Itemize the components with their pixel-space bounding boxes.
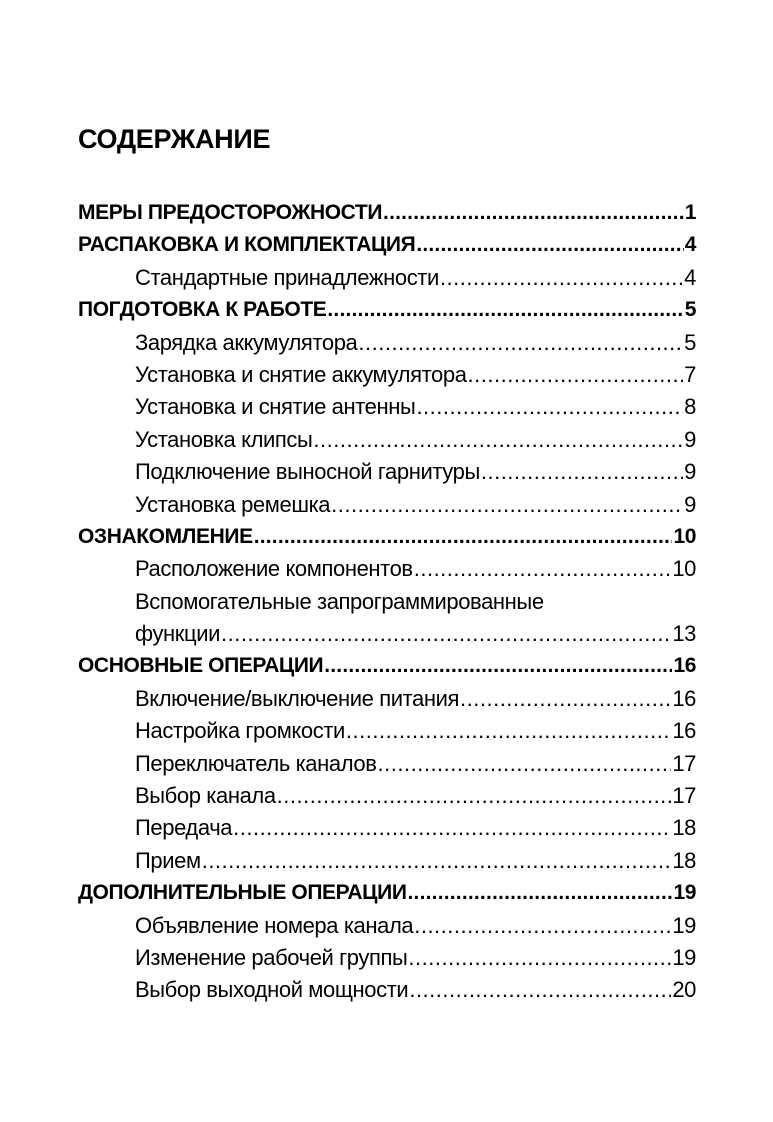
toc-subsection[interactable] bbox=[78, 586, 696, 618]
toc-subsection[interactable] bbox=[78, 391, 696, 423]
toc-subsection[interactable] bbox=[78, 748, 696, 780]
toc-entry-title: РАСПАКОВКА И КОМПЛЕКТАЦИЯ bbox=[78, 233, 416, 257]
toc-subsection[interactable] bbox=[78, 780, 696, 812]
dot-leader bbox=[414, 553, 672, 585]
toc-section[interactable] bbox=[78, 294, 696, 326]
toc-page-number: 4 bbox=[684, 264, 696, 290]
toc-subsection[interactable] bbox=[78, 715, 696, 747]
toc-section[interactable] bbox=[78, 650, 696, 682]
toc-subsection[interactable] bbox=[78, 262, 696, 294]
toc-entry-title: Объявление номера канала bbox=[135, 912, 414, 938]
toc-entry-title: ПОГДОТОВКА К РАБОТЕ bbox=[78, 298, 327, 322]
toc-page-number: 18 bbox=[672, 847, 696, 873]
toc-subsection[interactable] bbox=[78, 489, 696, 521]
toc-entry-title: Установка ремешка bbox=[135, 491, 331, 517]
toc-page-number: 5 bbox=[684, 298, 696, 322]
toc-page-number: 9 bbox=[684, 459, 696, 485]
dot-leader bbox=[254, 521, 673, 553]
toc-subsection[interactable] bbox=[78, 910, 696, 942]
toc-page-number: 16 bbox=[672, 685, 696, 711]
dot-leader bbox=[481, 456, 683, 488]
page-title: СОДЕРЖАНИЕ bbox=[78, 124, 271, 154]
toc-section[interactable] bbox=[78, 521, 696, 553]
toc-entry-title: функции bbox=[135, 621, 221, 647]
toc-subsection[interactable] bbox=[78, 327, 696, 359]
toc-subsection[interactable] bbox=[78, 456, 696, 488]
toc-entry-title: Установка клипсы bbox=[135, 426, 313, 452]
toc-entry-title: Вспомогательные запрограммированные bbox=[135, 588, 544, 614]
toc-page-number: 19 bbox=[673, 881, 696, 905]
toc-entry-title: ОЗНАКОМЛЕНИЕ bbox=[78, 524, 253, 548]
dot-leader bbox=[378, 748, 672, 780]
toc-subsection[interactable] bbox=[78, 974, 696, 1006]
dot-leader bbox=[233, 812, 671, 844]
dot-leader bbox=[358, 327, 683, 359]
dot-leader bbox=[416, 391, 683, 423]
toc-subsection[interactable] bbox=[78, 424, 696, 456]
toc-subsection[interactable] bbox=[78, 845, 696, 877]
dot-leader bbox=[409, 974, 671, 1006]
toc-subsection[interactable] bbox=[78, 359, 696, 391]
toc-subsection[interactable] bbox=[78, 618, 696, 650]
toc-entry-title: Подключение выносной гарнитуры bbox=[135, 459, 480, 485]
toc-entry-title: Выбор канала bbox=[135, 783, 276, 809]
toc-subsection[interactable] bbox=[78, 553, 696, 585]
toc-page-number: 16 bbox=[673, 654, 696, 678]
dot-leader bbox=[202, 845, 672, 877]
toc-entry-title: Настройка громкости bbox=[135, 718, 345, 744]
toc-subsection[interactable] bbox=[78, 942, 696, 974]
toc-entry-title: Включение/выключение питания bbox=[135, 685, 460, 711]
dot-leader bbox=[416, 229, 683, 261]
toc-page-number: 13 bbox=[672, 621, 696, 647]
toc-page-number: 10 bbox=[672, 556, 696, 582]
toc-page-number: 1 bbox=[684, 201, 696, 224]
toc-page-number: 9 bbox=[684, 491, 696, 517]
dot-leader bbox=[414, 910, 671, 942]
dot-leader bbox=[327, 294, 683, 326]
toc-entry-title: ОСНОВНЫЕ ОПЕРАЦИИ bbox=[78, 654, 324, 678]
dot-leader bbox=[346, 715, 671, 747]
toc-entry-title: Установка и снятие антенны bbox=[135, 394, 416, 420]
toc-page-number: 5 bbox=[684, 329, 696, 355]
toc-page-number: 4 bbox=[684, 233, 696, 257]
toc-page-number: 18 bbox=[672, 815, 696, 841]
toc-page-number: 16 bbox=[672, 718, 696, 744]
toc-page-number: 19 bbox=[672, 944, 696, 970]
dot-leader bbox=[324, 650, 672, 682]
toc-entry-title: Выбор выходной мощности bbox=[135, 977, 409, 1003]
dot-leader bbox=[221, 618, 671, 650]
toc-entry-title: Передача bbox=[135, 815, 233, 841]
table-of-contents bbox=[78, 197, 696, 1007]
toc-section[interactable] bbox=[78, 229, 696, 261]
dot-leader bbox=[408, 877, 673, 909]
toc-section[interactable] bbox=[78, 877, 696, 909]
dot-leader bbox=[277, 780, 672, 812]
dot-leader bbox=[460, 683, 671, 715]
toc-entry-title: МЕРЫ ПРЕДОСТОРОЖНОСТИ bbox=[78, 201, 383, 224]
toc-entry-title: Расположение компонентов bbox=[135, 556, 413, 582]
dot-leader bbox=[331, 489, 683, 521]
toc-entry-title: Изменение рабочей группы bbox=[135, 944, 408, 970]
toc-section[interactable] bbox=[78, 197, 696, 229]
dot-leader bbox=[313, 424, 683, 456]
toc-page-number: 17 bbox=[672, 750, 696, 776]
toc-entry-title: Зарядка аккумулятора bbox=[135, 329, 358, 355]
dot-leader bbox=[468, 359, 684, 391]
toc-entry-title: Стандартные принадлежности bbox=[135, 264, 439, 290]
toc-page-number: 20 bbox=[672, 977, 696, 1003]
toc-subsection[interactable] bbox=[78, 812, 696, 844]
dot-leader bbox=[440, 262, 683, 294]
toc-entry-title: Установка и снятие аккумулятора bbox=[135, 361, 467, 387]
toc-page-number: 17 bbox=[672, 783, 696, 809]
toc-page-number: 19 bbox=[672, 912, 696, 938]
toc-subsection[interactable] bbox=[78, 683, 696, 715]
toc-entry-title: ДОПОЛНИТЕЛЬНЫЕ ОПЕРАЦИИ bbox=[78, 881, 407, 905]
toc-page-number: 10 bbox=[673, 524, 696, 548]
dot-leader bbox=[383, 197, 684, 229]
toc-page-number: 9 bbox=[684, 426, 696, 452]
toc-page-number: 7 bbox=[684, 361, 696, 387]
dot-leader bbox=[408, 942, 671, 974]
toc-page-number: 8 bbox=[684, 394, 696, 420]
toc-entry-title: Переключатель каналов bbox=[135, 750, 377, 776]
toc-entry-title: Прием bbox=[135, 847, 201, 873]
